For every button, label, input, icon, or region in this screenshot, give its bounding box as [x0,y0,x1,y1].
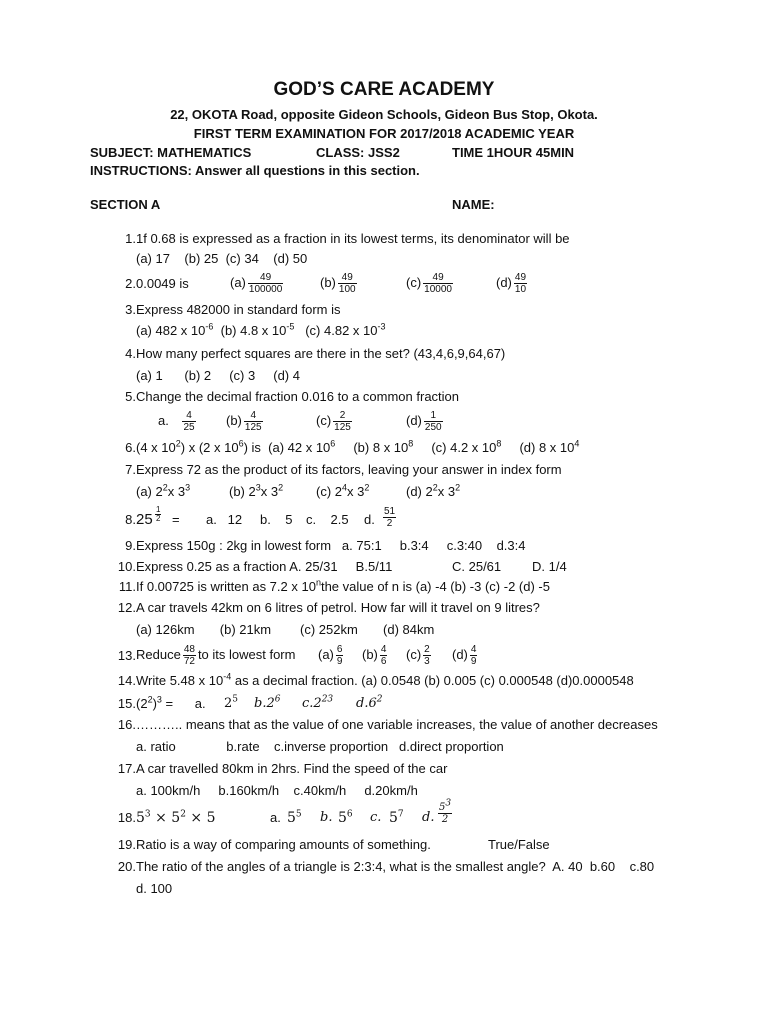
denominator: 100000 [248,284,283,295]
denominator: 2 [441,814,449,825]
text-part: Write 5.48 x 10 [136,673,224,688]
exponent: 2 [175,438,181,449]
question-number: 9. [125,538,136,553]
numerator: 49 [248,272,283,284]
fraction-exponent [155,506,161,523]
exponent: 23 [321,694,334,705]
section-label: SECTION A [90,197,161,212]
question-text: A car travels 42km on 6 litres of petrol. How far will it travel on 9 litres? [136,600,540,615]
text-part: the value of n is (a) -4 (b) -3 (c) -2 (d) -5 [320,579,550,594]
class-label: CLASS: JSS2 [316,145,400,160]
question-number: 10. [117,559,136,574]
option-d: (d) 8 x 10 [501,440,575,455]
option-c-label: c. [370,810,382,825]
numerator: 4 [182,410,195,422]
question-number: 18. [117,810,136,825]
exponent: 3 [255,482,261,493]
exponent: -5 [286,321,295,332]
options-text: (a) 1 (b) 2 (c) 3 (d) 4 [136,368,300,383]
base-value: 25 [136,511,153,528]
option-d-fraction [383,506,396,529]
exponent: 2 [278,482,284,493]
denominator: 10000 [424,284,452,295]
exponent: 6 [238,438,244,449]
options-text: a. ratio b.rate c.inverse proportion d.direct proportion [136,739,504,754]
option-c: C. 25/61 [452,559,502,574]
text-part: ) x (2 x 10 [180,440,239,455]
option-label: (d) [406,412,422,428]
option-c: c. 2.5 [306,512,349,527]
option-d-fraction [438,798,452,825]
option-b-label: b. [320,810,333,825]
question-number: 16. [117,717,136,732]
denominator: 125 [244,422,262,433]
numerator: 49 [514,272,527,283]
question-text: The ratio of the angles of a triangle is 2:3:4, what is the smallest angle? A. 40 b.60 c.80 [136,859,655,874]
base: b.2 [254,696,275,711]
option-c [316,484,369,500]
option-a [318,644,345,667]
question-text [136,696,206,712]
exponent: 8 [496,438,502,449]
option-d: D. 1/4 [532,559,567,574]
option-label: (c) [406,646,422,662]
subject-label: SUBJECT: MATHEMATICS [90,145,252,160]
numerator: 48 [183,644,195,655]
base: 2 [224,696,233,711]
exponent: 5 [232,694,239,705]
text-part: ) [152,696,157,711]
denominator: 3 [424,656,430,667]
question-number: 15. [117,696,136,711]
options-text [136,323,386,339]
option-b [254,696,280,712]
option-d [406,484,460,500]
base: 5 [287,810,296,826]
option-d-label: d. [364,512,375,527]
option-label: (d) [496,274,512,290]
exponent: 4 [342,482,348,493]
denominator: 100 [338,284,356,295]
option-b [362,644,389,667]
option-a: (a) 482 x 10 [136,323,206,338]
option-c: (c) 4.2 x 10 [413,440,497,455]
question-number: 8. [125,512,136,527]
exponent: 6 [346,809,353,820]
text-part: x 3 [437,484,456,499]
option-b: (b) 8 x 10 [335,440,409,455]
exponent: 8 [408,438,414,449]
text-part: (4 x 10 [136,440,176,455]
question-text: A car travelled 80km in 2hrs. Find the speed of the car [136,761,448,776]
exponent: -6 [205,321,214,332]
option-c: (c) 4.82 x 10 [294,323,378,338]
exponent: 5 [295,809,302,820]
option-label: (b) 2 [229,484,256,499]
time-label: TIME 1HOUR 45MIN [452,145,575,160]
exponent: 3 [445,798,452,809]
option-label: (d) 2 [406,484,433,499]
exponent: 2 [180,809,186,820]
numerator: 1 [424,410,443,422]
exponent: 3 [185,482,191,493]
options-text: (a) 126km (b) 21km (c) 252km (d) 84km [136,622,435,637]
option-d [406,410,445,433]
denominator: 6 [380,656,387,667]
instructions: INSTRUCTIONS: Answer all questions in this section. [90,163,420,178]
exam-title: FIRST TERM EXAMINATION FOR 2017/2018 ACADEMIC YEAR [193,126,575,141]
exponent: 2 [376,694,383,705]
question-13 [0,644,768,674]
exponent: 3 [144,809,151,820]
base: c.2 [302,696,322,711]
school-address: 22, OKOTA Road, opposite Gideon Schools, Gideon Bus Stop, Okota. [170,107,598,122]
text-part: to its lowest form [197,646,296,662]
exponent: 2 [147,694,153,705]
question-text [136,673,634,689]
denominator: 25 [183,422,195,433]
option-a [224,696,238,712]
text-part: as a decimal fraction. (a) 0.0548 (b) 0.005 (c) 0.000548 (d)0.0000548 [234,673,634,688]
option-a [158,410,198,433]
question-text: ……….. means that as the value of one variable increases, the value of another decreases [136,717,658,732]
option-c [316,410,354,433]
option-a-label: a. [270,810,281,825]
numerator: 49 [423,272,453,284]
exponent: n [315,577,321,588]
option-b [320,272,359,295]
base: 5 [136,810,145,826]
question-text: How many perfect squares are there in the set? (43,4,6,9,64,67) [136,346,506,361]
question-number: 11. [118,579,136,594]
question-number: 7. [125,462,136,477]
text-part: If 0.00725 is written as 7.2 x 10 [136,579,316,594]
option-a [230,272,285,295]
option-d [452,644,479,667]
denominator: 2 [386,518,393,529]
exponent: 3 [156,694,162,705]
option-label: (b) [320,274,336,290]
exponent: 7 [397,809,404,820]
option-b [226,410,265,433]
numerator [438,798,452,814]
question-number: 6. [125,440,136,455]
option-d [356,696,382,712]
question-5-options [0,410,768,440]
equals-sign: = [172,512,180,527]
exponent: 4 [574,438,580,449]
option-label: (c) [316,412,332,428]
text-part: × 5 [150,810,181,826]
numerator: 49 [338,272,357,284]
question-number: 12. [117,600,136,615]
question-8 [0,505,768,538]
true-false-label: True/False [488,837,550,852]
option-b: (b) 4.8 x 10 [213,323,287,338]
base: 5 [338,810,347,826]
option-label: (b) [362,646,378,662]
question-expression [136,810,215,826]
numerator: 51 [384,506,396,517]
base: d.6 [356,696,377,711]
question-number: 20. [117,859,136,874]
text-part: (2 [136,696,148,711]
text-part: Reduce [136,646,181,662]
option-a: a. 12 [206,512,243,527]
question-18 [0,798,768,836]
denominator: 2 [156,514,161,523]
option-label: (b) [226,412,242,428]
exponent: -3 [377,321,386,332]
text-part: x 3 [347,484,365,499]
option-c [389,810,404,826]
option-label: (a) [318,646,334,662]
option-c [406,644,433,667]
question-text [136,644,295,667]
option-label: (c) 2 [316,484,342,499]
denominator: 9 [470,656,477,667]
question-number: 5. [125,389,136,404]
exponent: 2 [162,482,168,493]
question-text: Ratio is a way of comparing amounts of something. [136,837,431,852]
options-text: (a) 17 (b) 25 (c) 34 (d) 50 [136,251,308,266]
question-number: 13. [117,648,136,663]
numerator: 2 [424,644,430,655]
question-text: Change the decimal fraction 0.016 to a common fraction [136,389,460,404]
numerator: 6 [336,644,343,655]
base: 5 [389,810,398,826]
question-text [136,440,579,456]
option-label: (a) [230,274,246,290]
question-text: 1f 0.68 is expressed as a fraction in its lowest terms, its denominator will be [136,231,570,246]
denominator: 125 [334,422,351,433]
question-number: 2. [125,276,136,291]
school-name: GOD’S CARE ACADEMY [273,79,495,100]
numerator: 1 [156,505,161,514]
name-label: NAME: [452,197,495,212]
numerator: 4 [470,644,477,655]
option-b: b. 5 [260,512,293,527]
option-d-label: d. [422,810,435,825]
question-text: Express 72 as the product of its factors, leaving your answer in index form [136,462,562,477]
question-number: 17. [117,761,136,776]
exponent: 2 [364,482,370,493]
text-part: × 5 [185,810,216,826]
option-d [496,272,529,295]
option-c [302,696,333,712]
option-b [229,484,283,500]
numerator: 4 [380,644,387,655]
denominator: 72 [183,656,195,667]
question-text: Express 0.25 as a fraction A. 25/31 B.5/11 [136,559,393,574]
exponent: 2 [455,482,461,493]
options-text: a. 100km/h b.160km/h c.40km/h d.20km/h [136,783,418,798]
base: 5 [439,802,446,813]
question-number: 4. [125,346,136,361]
numerator: 2 [333,410,352,422]
text-part: x 3 [167,484,186,499]
option-label: (a) 2 [136,484,163,499]
question-text: Express 150g : 2kg in lowest form a. 75:1 b.3:4 c.3:40 d.3:4 [136,538,526,553]
option-label: (c) [406,274,422,290]
option-label: (d) [452,646,468,662]
option-label: a. [158,412,169,428]
option-c [406,272,455,295]
exponent: -4 [223,671,232,682]
denominator: 250 [424,422,442,433]
question-number: 14. [117,673,136,688]
question-number: 1. [125,231,136,246]
option-a: ) is (a) 42 x 10 [243,440,331,455]
question-2 [0,272,768,302]
question-text: 0.0049 is [136,276,189,291]
option-d: d. 100 [136,881,173,896]
denominator: 10 [514,284,527,295]
question-text: Express 482000 in standard form is [136,302,341,317]
text-part: x 3 [260,484,279,499]
exponent: 6 [274,694,281,705]
option-b [338,810,353,826]
text-part: = a. [161,696,206,711]
question-text [136,579,550,595]
option-a [136,484,190,500]
exponent: 2 [432,482,438,493]
question-number: 19. [117,837,136,852]
question-number: 3. [125,302,136,317]
option-a [287,810,302,826]
exponent: 6 [330,438,336,449]
denominator: 9 [336,656,343,667]
numerator: 4 [244,410,263,422]
